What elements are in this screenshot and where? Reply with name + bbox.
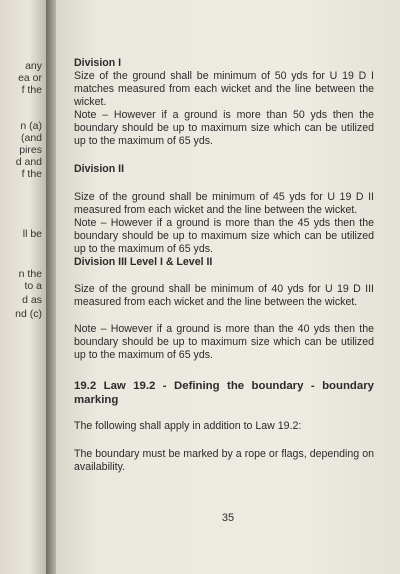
left-page-line: pires <box>19 144 42 156</box>
left-page-line: d as <box>22 294 42 306</box>
division-1-note: Note – However if a ground is more than 50 yds then the boundary should be up to maximum size which can be utilized up to the maximum of 65 yds. <box>74 109 374 147</box>
left-page-line: ea or <box>18 72 42 84</box>
left-page-line: n the <box>18 268 42 280</box>
law-19-2-boundary-text: The boundary must be marked by a rope or flags, depending on availability. <box>74 448 374 473</box>
right-page <box>56 0 400 574</box>
page-content <box>74 57 374 474</box>
left-page-line: f the <box>21 84 42 96</box>
division-2-size-text: Size of the ground shall be minimum of 45 yds for U 19 D II measured from each wicket and the line between the wicket. <box>74 191 374 216</box>
left-page <box>0 0 48 574</box>
law-19-2-section <box>74 379 374 474</box>
law-19-2-heading: 19.2 Law 19.2 - Defining the boundary - boundary marking <box>74 380 374 406</box>
left-page-line: n (a) <box>20 120 42 132</box>
division-1-size-text: Size of the ground shall be minimum of 50 yds for U 19 D I matches measured from each wicket and the line between the wicket. <box>74 70 374 108</box>
division-3-size-text: Size of the ground shall be minimum of 40 yds for U 19 D III measured from each wicket and the line between the wicket. <box>74 283 374 308</box>
division-2-section <box>74 163 374 256</box>
left-page-line: d and <box>15 156 42 168</box>
left-page-line: any <box>25 60 42 72</box>
left-page-line: f the <box>21 168 42 180</box>
division-3-section <box>74 256 374 362</box>
law-19-2-intro: The following shall apply in addition to Law 19.2: <box>74 420 302 432</box>
division-2-heading: Division II <box>74 163 125 175</box>
division-3-heading: Division III Level I & Level II <box>74 256 213 268</box>
left-page-line: to a <box>24 280 42 292</box>
left-page-line: ll be <box>22 228 42 240</box>
division-3-note: Note – However if a ground is more than the 40 yds then the boundary should be up to maximum size which can be utilized up to the maximum of 65 yds. <box>74 323 374 361</box>
division-1-section <box>74 57 374 148</box>
division-1-heading: Division I <box>74 57 122 69</box>
left-page-line: nd (c) <box>15 308 42 320</box>
page-number: 35 <box>221 512 235 524</box>
division-2-note: Note – However if a ground is more than the 45 yds then the boundary should be up to maximum size which can be utilized up to the maximum of 65 yds. <box>74 217 374 255</box>
left-page-line: (and <box>20 132 42 144</box>
